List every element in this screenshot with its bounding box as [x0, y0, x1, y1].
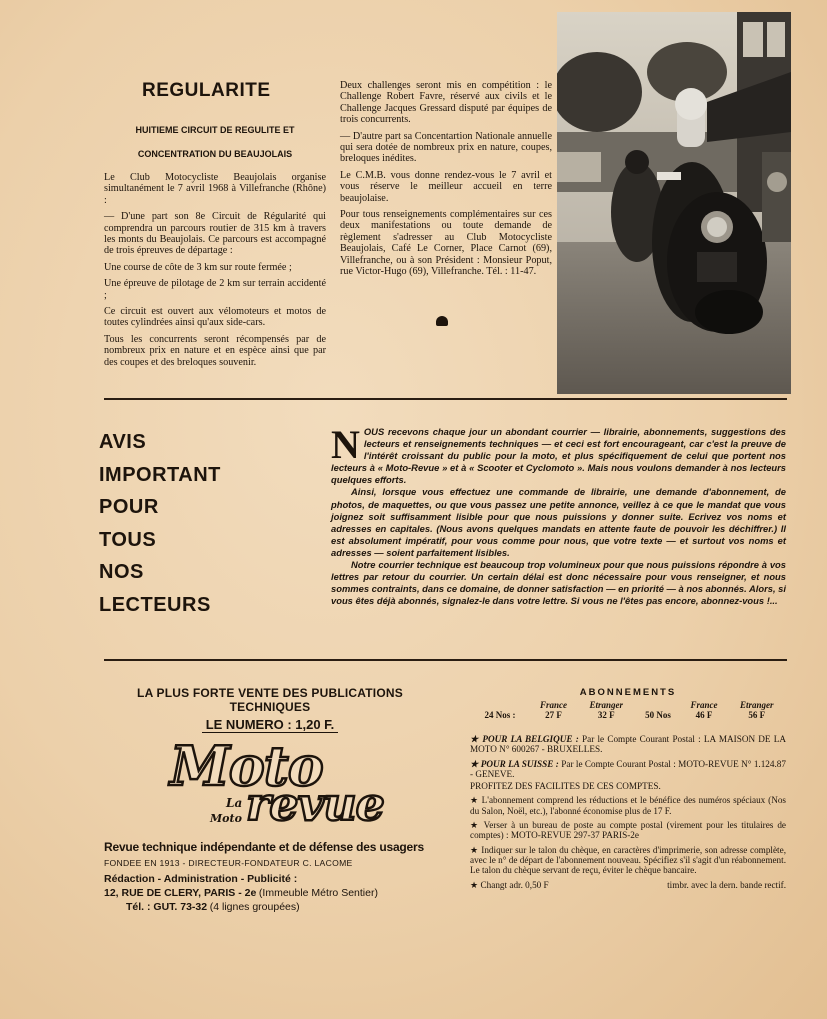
logo-small-moto: Moto [210, 812, 242, 825]
table-cell: Etranger [740, 700, 774, 710]
table-cell: France [690, 700, 718, 710]
suisse-entry [470, 759, 786, 780]
article-paragraph: Deux challenges seront mis en compétition : le Challenge Robert Favre, réservé aux civils et le Challenge Jacques Gressard disputé par équipes de trois concurrents. [340, 80, 552, 126]
belgique-entry [470, 734, 786, 755]
end-mark [436, 316, 448, 326]
moto-revue-logo [104, 734, 436, 832]
notice-paragraph-2: Ainsi, lorsque vous effectuez une commande de librairie, une demande d'abonnement, de photos, de maquettes, ou que vous passez une petite annonce, veillez à ce que le mandat que vous joignez soit suffisamment lisible pour que nous puissions y donner suite. Ecrivez vos noms et adresses en capitales. (Nous avons quelques mandats en attente faute de pouvoir les déchiffrer.) Il est absolument impératif, pour vous comme pour nous, que votre texte — et surtout vos noms et adresses — soient parfaitement lisibles. [331, 486, 786, 558]
ad-redaction: Rédaction - Administration - Publicité : [104, 873, 298, 885]
abonnements-title: ABONNEMENTS [579, 687, 677, 698]
ad-price-wrap [104, 716, 436, 734]
abonnement-item-change [470, 880, 786, 890]
table-cell: 27 F [545, 710, 562, 720]
article-paragraph: — D'une part son 8e Circuit de Régularité qui comprendra un parcours routier de 315 km à travers les monts du Beaujolais. Ce parcours est accompagné de trois épreuves de départage : [104, 211, 326, 257]
section-divider-1 [104, 398, 787, 400]
abonnements-price-row [470, 710, 786, 720]
avis-line: IMPORTANT [99, 463, 221, 486]
ad-address-line [104, 887, 436, 899]
table-cell: 24 Nos : [484, 710, 516, 720]
ad-headline: LA PLUS FORTE VENTE DES PUBLICATIONS TECHNIQUES [137, 686, 403, 714]
article-paragraph: — D'autre part sa Concentartion Nationale annuelle qui sera dotée de nombreux prix en nature, coupes, breloques inédites. [340, 130, 552, 165]
table-cell: France [540, 700, 568, 710]
article-column-2 [340, 80, 552, 326]
article-paragraph: Pour tous renseignements complémentaires sur ces deux manifestations ou toute demande de règlement s'adresser au Club Motocycliste Beaujolais, Café Le Corner, Place Carnot (69), Villefranche, ou à son Président : Monsieur Poput, rue Victor-Hugo (69), Villefranche. Tél. : 11-47. [340, 209, 552, 278]
article-column-1 [104, 80, 326, 373]
abonnement-item: ★ Indiquer sur le talon du chèque, en caractères d'imprimerie, son adresse complète, avec le n° de départ de l'abonnement nouveau. Spécifiez s'il s'agit d'un réabonnement. Le talon du chèque servant de reçu, éviter le chèque bancaire. [470, 844, 786, 876]
table-cell: 46 F [695, 710, 713, 720]
avis-line: NOS [99, 561, 144, 583]
article-paragraph: Une course de côte de 3 km sur route fermée ; [104, 261, 292, 273]
ad-tagline: Revue technique indépendante et de défense des usagers [104, 840, 424, 854]
belgique-label: ★ POUR LA BELGIQUE : [470, 734, 579, 744]
article-paragraph: Tous les concurrents seront récompensés par de nombreux prix en nature et en espèce ainsi que par des coupes et des breloques souvenir. [104, 333, 326, 368]
abonnements-table [470, 700, 786, 720]
avis-line: LECTEURS [99, 593, 211, 616]
notice-paragraph-1-text: OUS recevons chaque jour un abondant courrier — librairie, abonnements, suggestions des lecteurs et renseignements techniques — et ceci est fort encourageant, car c'est la preuve de l'intérêt croissant du public pour la moto, et plus spécifiquement de celui que portent nos lecteurs à « Moto-Revue » et à « Scooter et Cyclomoto ». Mais nous voulons demander à nos lecteurs quelques efforts. [331, 426, 786, 486]
profitez-line: PROFITEZ DES FACILITES DE CES COMPTES. [470, 781, 661, 792]
article-paragraph: Ce circuit est ouvert aux vélomoteurs et motos de toutes cylindrées ainsi qu'aux side-cars. [104, 306, 326, 329]
table-cell [470, 700, 530, 710]
moto-revue-ad [104, 686, 436, 913]
suisse-label: ★ POUR LA SUISSE : [470, 758, 559, 769]
change-address-note: timbr. avec la dern. bande rectif. [667, 879, 786, 890]
table-cell: 50 Nos [645, 710, 671, 720]
logo-word-revue: revue [246, 777, 384, 831]
article-paragraph: Le C.M.B. vous donne rendez-vous le 7 avril et vous réserve le meilleur accueil en terre beaujolaise. [340, 169, 552, 204]
ad-tel-line [104, 901, 436, 913]
table-cell [636, 700, 681, 710]
abonnement-item: ★ L'abonnement comprend les réductions et le bénéfice des numéros spéciaux (Nos du Salon, Noël, etc.), l'abonné économise plus de 17 F. [470, 795, 786, 816]
avis-line: POUR [99, 496, 159, 518]
article-subtitle-1: HUITIEME CIRCUIT DE REGULITE ET [135, 125, 295, 135]
avis-line: TOUS [99, 528, 157, 551]
article-paragraph: Une épreuve de pilotage de 2 km sur terrain accidenté ; [104, 278, 326, 301]
ad-address-note: (Immeuble Métro Sentier) [258, 887, 378, 899]
article-title: REGULARITE [142, 80, 271, 101]
abonnement-item: ★ Verser à un bureau de poste au compte postal (virement pour les titulaires de comptes) : MOTO-REVUE 297-37 PARIS-2e [470, 820, 786, 841]
table-cell: Etranger [589, 700, 624, 710]
motorcycle-photo-image [557, 12, 791, 394]
ad-price: LE NUMERO : 1,20 F. [202, 717, 339, 733]
notice-text [331, 422, 786, 607]
section-divider-2 [104, 659, 787, 661]
motorcycle-photo [557, 12, 791, 394]
notice-paragraph-3: Notre courrier technique est beaucoup trop volumineux pour que nous puissions répondre à vos lettres par retour du courrier. Un certain délai est donc nécessaire pour vous renseigner, et nous sommes contraints, dans ce domaine, de donner satisfaction — en priorité — à nos abonnés. Alors, si vous êtes déjà abonnés, signalez-le dans votre lettre. Si vous ne l'êtes pas encore, abonnez-vous !... [331, 559, 786, 607]
change-address-fee: ★ Changt adr. 0,50 F [470, 879, 549, 890]
logo-word-moto: Moto [170, 734, 323, 798]
avis-heading [99, 426, 221, 621]
notice-paragraph-1 [331, 422, 786, 486]
article-paragraph: Le Club Motocycliste Beaujolais organise simultanément le 7 avril 1968 à Villefranche (Rhône) : [104, 172, 326, 206]
abonnements-header-row [470, 700, 786, 710]
logo-small-la: La [226, 796, 243, 810]
ad-tel: Tél. : GUT. 73-32 [126, 901, 208, 913]
abonnements-details [470, 734, 786, 894]
suisse-text: Par le Compte Courant Postal : MOTO-REVUE N° 1.124.87 - GENEVE. [470, 758, 786, 779]
ad-founded: FONDEE EN 1913 - DIRECTEUR-FONDATEUR C. LACOME [104, 858, 353, 868]
article-subtitle-2: CONCENTRATION DU BEAUJOLAIS [137, 149, 293, 159]
ad-address: 12, RUE DE CLERY, PARIS - 2e [104, 887, 257, 899]
table-cell: 32 F [597, 710, 615, 720]
ad-tel-note: (4 lignes groupées) [209, 901, 300, 913]
table-cell: 56 F [748, 710, 766, 720]
avis-line: AVIS [99, 431, 147, 453]
belgique-text: Par le Compte Courant Postal : LA MAISON DE LA MOTO N° 600267 - BRUXELLES. [470, 734, 787, 755]
drop-cap: N [331, 422, 360, 467]
